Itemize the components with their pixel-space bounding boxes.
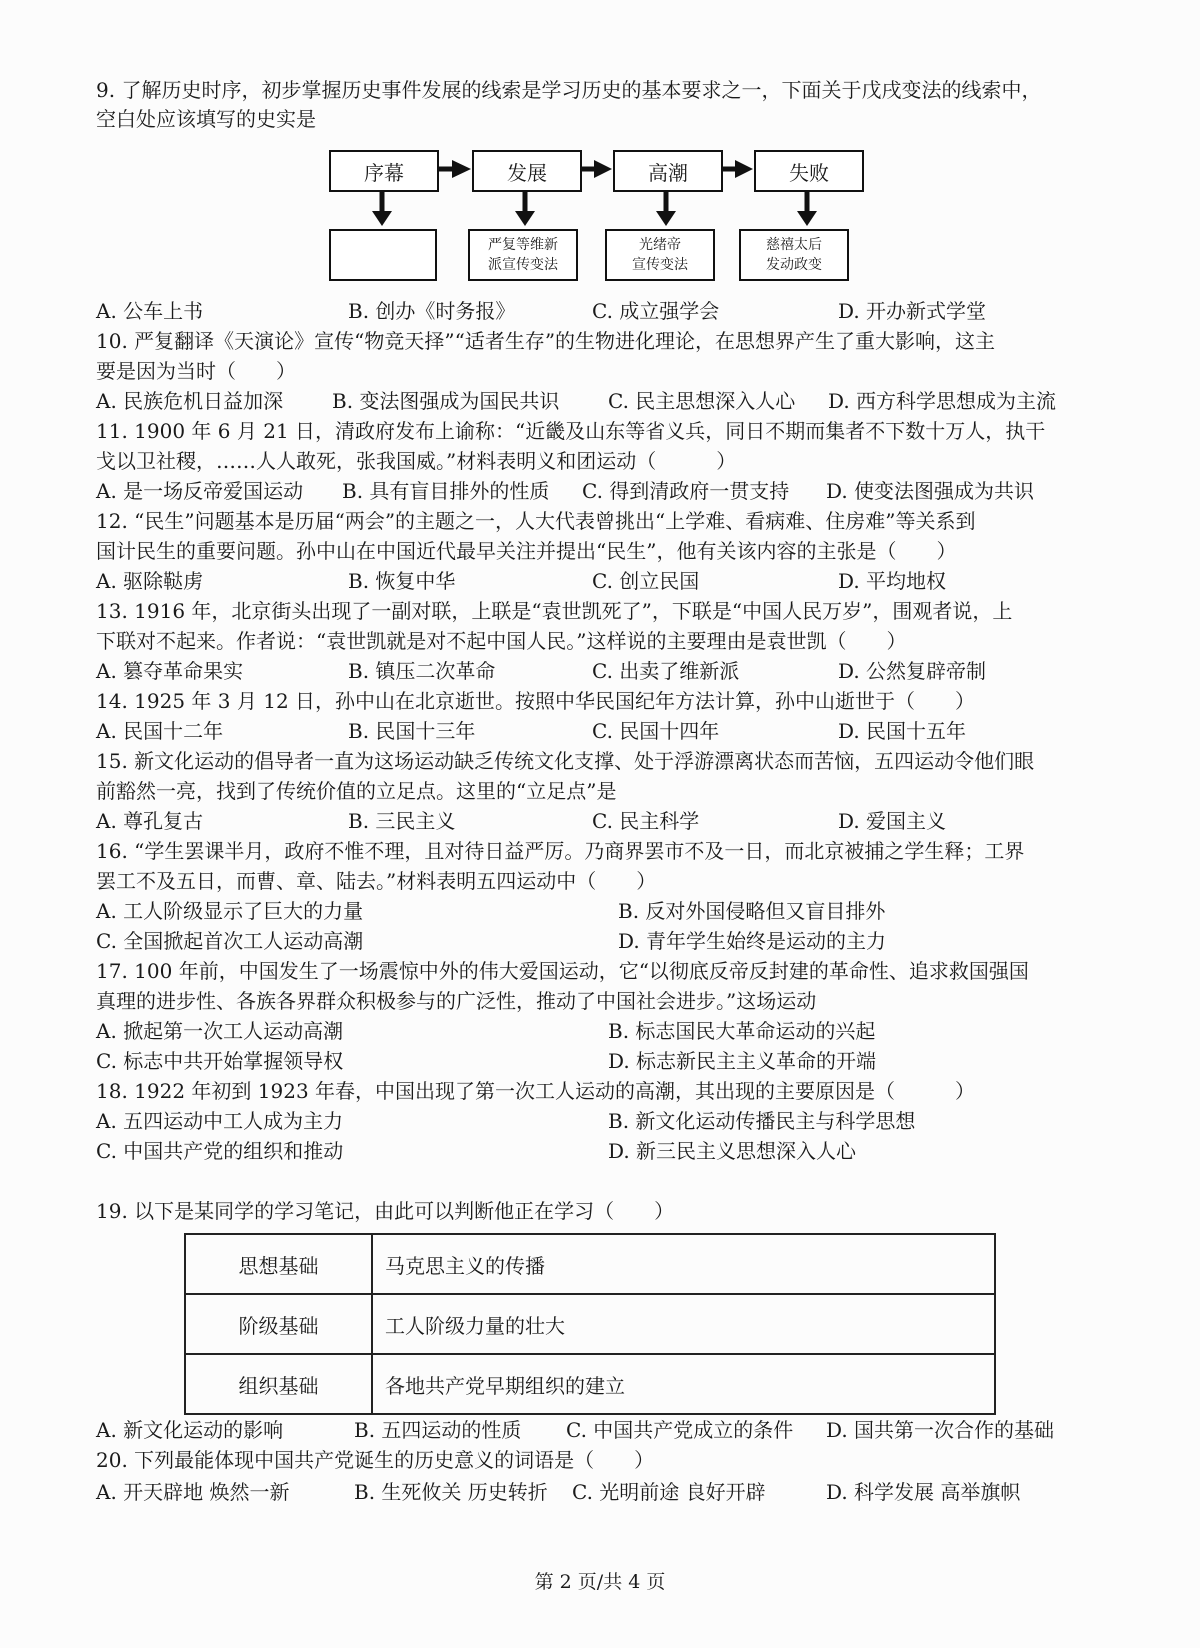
q15-option-a: A. 尊孔复古 (96, 809, 204, 833)
q13-option-b: B. 镇压二次革命 (348, 659, 496, 683)
flow-detail-failure: 慈禧太后 发动政变 (739, 229, 849, 281)
q11-option-c: C. 得到清政府一贯支持 (582, 479, 790, 503)
q18-stem-line-1: 18. 1922 年初到 1923 年春，中国出现了第一次工人运动的高潮，其出现的主要原因是（ ） (96, 1079, 976, 1103)
q19-option-c: C. 中国共产党成立的条件 (566, 1418, 794, 1442)
q9-stem-line-1: 9. 了解历史时序，初步掌握历史事件发展的线索是学习历史的基本要求之一，下面关于戊戌变法的线索中， (96, 78, 1042, 102)
q9-option-d: D. 开办新式学堂 (838, 299, 987, 323)
q14-option-c: C. 民国十四年 (592, 719, 720, 743)
flow-arrows (0, 0, 1200, 290)
q17-stem-line-1: 17. 100 年前，中国发生了一场震惊中外的伟大爱国运动，它“以彻底反帝反封建的革命性、追求救国强国 (96, 959, 1029, 983)
q11-option-a: A. 是一场反帝爱国运动 (96, 479, 304, 503)
q13-option-a: A. 篡夺革命果实 (96, 659, 244, 683)
q10-option-a: A. 民族危机日益加深 (96, 389, 284, 413)
q10-stem-line-1: 10. 严复翻译《天演论》宣传“物竞天择”“适者生存”的生物进化理论，在思想界产生了重大影响，这主 (96, 329, 996, 353)
flow-stage-development: 发展 (472, 150, 582, 192)
page-number: 第 2 页/共 4 页 (534, 1571, 666, 1593)
q19-notes-table (184, 1233, 996, 1415)
q17-option-c: C. 标志中共开始掌握领导权 (96, 1049, 344, 1073)
q19-option-a: A. 新文化运动的影响 (96, 1418, 284, 1442)
q17-option-d: D. 标志新民主主义革命的开端 (608, 1049, 877, 1073)
q13-option-d: D. 公然复辟帝制 (838, 659, 987, 683)
q16-stem-line-1: 16. “学生罢课半月，政府不惟不理，且对待日益严厉。乃商界罢市不及一日，而北京被捕之学生释；工界 (96, 839, 1025, 863)
q15-option-c: C. 民主科学 (592, 809, 700, 833)
q17-option-a: A. 掀起第一次工人运动高潮 (96, 1019, 344, 1043)
table-value: 各地共产党早期组织的建立 (372, 1354, 995, 1414)
table-value: 工人阶级力量的壮大 (372, 1294, 995, 1354)
q14-option-b: B. 民国十三年 (348, 719, 476, 743)
q12-option-b: B. 恢复中华 (348, 569, 456, 593)
q20-option-a: A. 开天辟地 焕然一新 (96, 1480, 290, 1504)
table-key: 阶级基础 (185, 1294, 372, 1354)
q16-option-a: A. 工人阶级显示了巨大的力量 (96, 899, 364, 923)
q18-option-c: C. 中国共产党的组织和推动 (96, 1139, 344, 1163)
q20-option-b: B. 生死攸关 历史转折 (354, 1480, 548, 1504)
q19-stem-line-1: 19. 以下是某同学的学习笔记，由此可以判断他正在学习（ ） (96, 1199, 675, 1223)
table-key: 组织基础 (185, 1354, 372, 1414)
flow-stage-failure: 失败 (754, 150, 864, 192)
q12-option-a: A. 驱除鞑虏 (96, 569, 204, 593)
flow-stage-prelude: 序幕 (329, 150, 439, 192)
q10-stem-line-2: 要是因为当时（ ） (96, 359, 296, 383)
q13-stem-line-1: 13. 1916 年，北京街头出现了一副对联，上联是“袁世凯死了”，下联是“中国人民万岁”，围观者说，上 (96, 599, 1013, 623)
q11-option-b: B. 具有盲目排外的性质 (342, 479, 550, 503)
q19-option-b: B. 五四运动的性质 (354, 1418, 522, 1442)
q15-stem-line-1: 15. 新文化运动的倡导者一直为这场运动缺乏传统文化支撑、处于浮游漂离状态而苦恼，五四运动令他们眼 (96, 749, 1035, 773)
q20-option-d: D. 科学发展 高举旗帜 (826, 1480, 1021, 1504)
q15-option-b: B. 三民主义 (348, 809, 456, 833)
q16-stem-line-2: 罢工不及五日，而曹、章、陆去。”材料表明五四运动中（ ） (96, 869, 657, 893)
q17-stem-line-2: 真理的进步性、各族各界群众积极参与的广泛性，推动了中国社会进步。”这场运动 (96, 989, 817, 1013)
q9-stem-line-2: 空白处应该填写的史实是 (96, 107, 316, 131)
q9-option-c: C. 成立强学会 (592, 299, 720, 323)
q14-stem-line-1: 14. 1925 年 3 月 12 日，孙中山在北京逝世。按照中华民国纪年方法计算，孙中山逝世于（ ） (96, 689, 976, 713)
q17-option-b: B. 标志国民大革命运动的兴起 (608, 1019, 876, 1043)
q15-stem-line-2: 前豁然一亮，找到了传统价值的立足点。这里的“立足点”是 (96, 779, 617, 803)
q10-option-c: C. 民主思想深入人心 (608, 389, 796, 413)
q12-option-c: C. 创立民国 (592, 569, 700, 593)
q12-option-d: D. 平均地权 (838, 569, 947, 593)
q19-option-d: D. 国共第一次合作的基础 (826, 1418, 1055, 1442)
q14-option-a: A. 民国十二年 (96, 719, 224, 743)
flow-detail-development: 严复等维新 派宣传变法 (468, 229, 578, 281)
q11-option-d: D. 使变法图强成为共识 (826, 479, 1035, 503)
flow-stage-climax: 高潮 (613, 150, 723, 192)
q14-option-d: D. 民国十五年 (838, 719, 967, 743)
q13-option-c: C. 出卖了维新派 (592, 659, 740, 683)
q20-option-c: C. 光明前途 良好开辟 (572, 1480, 766, 1504)
table-row (185, 1294, 995, 1354)
q10-option-d: D. 西方科学思想成为主流 (828, 389, 1057, 413)
q9-option-b: B. 创办《时务报》 (348, 299, 516, 323)
q18-option-a: A. 五四运动中工人成为主力 (96, 1109, 344, 1133)
q11-stem-line-1: 11. 1900 年 6 月 21 日，清政府发布上谕称：“近畿及山东等省义兵，同日不期而集者不下数十万人，执干 (96, 419, 1046, 443)
q12-stem-line-1: 12. “民生”问题基本是历届“两会”的主题之一，人大代表曾挑出“上学难、看病难、住房难”等关系到 (96, 509, 976, 533)
q20-stem-line-1: 20. 下列最能体现中国共产党诞生的历史意义的词语是（ ） (96, 1448, 655, 1472)
q10-option-b: B. 变法图强成为国民共识 (332, 389, 560, 413)
table-key: 思想基础 (185, 1234, 372, 1294)
flow-detail-climax: 光绪帝 宣传变法 (605, 229, 715, 281)
q13-stem-line-2: 下联对不起来。作者说：“袁世凯就是对不起中国人民。”这样说的主要理由是袁世凯（ ） (96, 629, 907, 653)
q16-option-d: D. 青年学生始终是运动的主力 (618, 929, 887, 953)
table-row (185, 1234, 995, 1294)
q16-option-c: C. 全国掀起首次工人运动高潮 (96, 929, 364, 953)
flow-detail-blank (329, 229, 437, 281)
q15-option-d: D. 爱国主义 (838, 809, 947, 833)
table-value: 马克思主义的传播 (372, 1234, 995, 1294)
q18-option-d: D. 新三民主义思想深入人心 (608, 1139, 857, 1163)
q16-option-b: B. 反对外国侵略但又盲目排外 (618, 899, 886, 923)
q18-option-b: B. 新文化运动传播民主与科学思想 (608, 1109, 916, 1133)
q9-option-a: A. 公车上书 (96, 299, 204, 323)
q12-stem-line-2: 国计民生的重要问题。孙中山在中国近代最早关注并提出“民生”，他有关该内容的主张是（ ） (96, 539, 957, 563)
table-row (185, 1354, 995, 1414)
q11-stem-line-2: 戈以卫社稷，……人人敢死，张我国威。”材料表明义和团运动（ ） (96, 449, 737, 473)
